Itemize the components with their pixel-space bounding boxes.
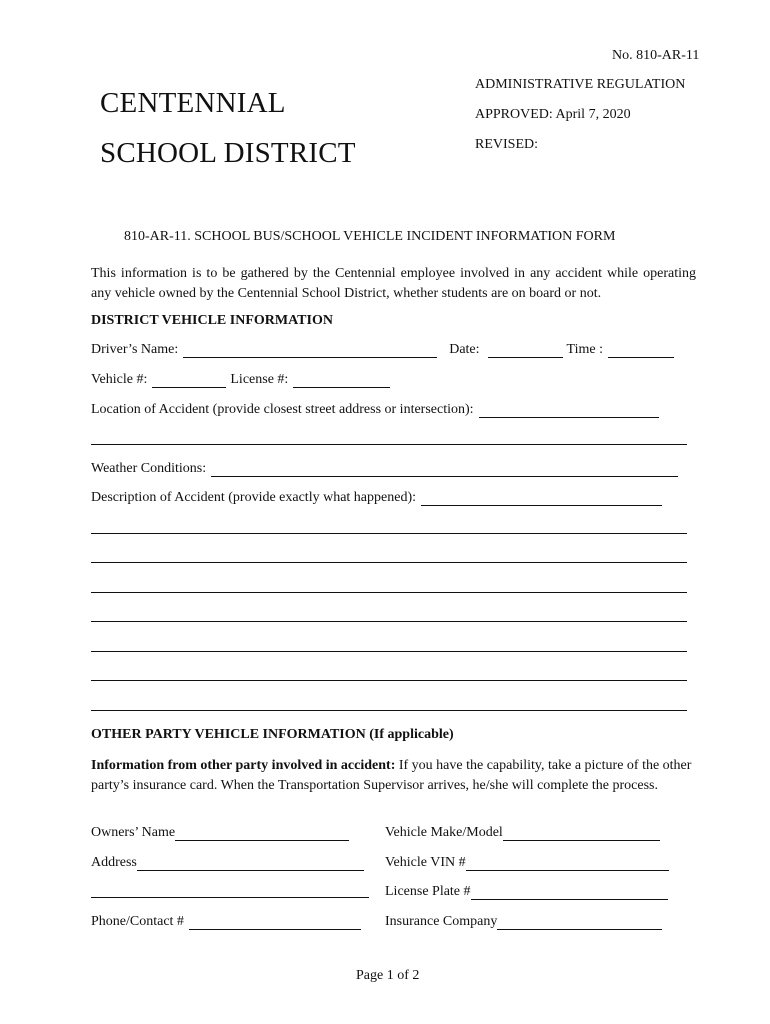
time-field[interactable] xyxy=(608,344,674,358)
other-section-heading: OTHER PARTY VEHICLE INFORMATION (If applicable) xyxy=(91,727,454,742)
location-field-line2[interactable] xyxy=(91,444,687,445)
insurance-company-label: Insurance Company xyxy=(385,914,498,929)
revised-label: REVISED: xyxy=(475,137,538,152)
doc-number: No. 810-AR-11 xyxy=(612,48,700,63)
other-party-instructions-text: If you have the capability, take a picture of the other party’s insurance card. When the Transportation Supervisor arrives, he/she will complete the process. xyxy=(91,758,692,793)
org-name-line2: SCHOOL DISTRICT xyxy=(100,137,356,169)
description-line[interactable] xyxy=(91,592,687,593)
description-line[interactable] xyxy=(91,533,687,534)
license-plate-field[interactable] xyxy=(471,886,668,900)
insurance-company-field[interactable] xyxy=(497,916,662,930)
address-row xyxy=(91,855,364,871)
phone-contact-field[interactable] xyxy=(189,916,361,930)
page-number: Page 1 of 2 xyxy=(356,968,420,983)
drivers-row xyxy=(91,342,674,358)
make-model-field[interactable] xyxy=(503,827,660,841)
location-label: Location of Accident (provide closest street address or intersection): xyxy=(91,402,474,417)
date-field[interactable] xyxy=(488,344,563,358)
vin-field[interactable] xyxy=(466,857,669,871)
vehicle-number-field[interactable] xyxy=(152,374,226,388)
district-section-heading: DISTRICT VEHICLE INFORMATION xyxy=(91,313,333,328)
org-name-line1: CENTENNIAL xyxy=(100,87,286,119)
owners-name-field[interactable] xyxy=(175,827,349,841)
address-label: Address xyxy=(91,855,137,870)
drivers-name-field[interactable] xyxy=(183,344,437,358)
make-model-label: Vehicle Make/Model xyxy=(385,825,503,840)
vehicle-number-label: Vehicle #: xyxy=(91,372,148,387)
weather-label: Weather Conditions: xyxy=(91,461,207,476)
intro-paragraph: This information is to be gathered by the Centennial employee involved in any accident while operating any vehicle owned by the Centennial School District, whether students are on board or not. xyxy=(91,266,696,301)
license-number-label: License #: xyxy=(230,372,289,387)
plate-row xyxy=(385,884,668,900)
license-plate-label: License Plate # xyxy=(385,884,471,899)
date-label: Date: xyxy=(449,342,480,357)
drivers-name-label: Driver’s Name: xyxy=(91,342,179,357)
vehicle-row xyxy=(91,372,390,388)
description-line[interactable] xyxy=(91,562,687,563)
phone-row xyxy=(91,914,361,930)
description-line[interactable] xyxy=(91,710,687,711)
insurance-row xyxy=(385,914,662,930)
other-party-instructions xyxy=(91,756,696,796)
description-line[interactable] xyxy=(91,680,687,681)
vin-row xyxy=(385,855,669,871)
description-label: Description of Accident (provide exactly what happened): xyxy=(91,490,416,505)
make-model-row xyxy=(385,825,660,841)
weather-row xyxy=(91,461,678,477)
other-party-instructions-bold: Information from other party involved in accident: xyxy=(91,758,396,773)
license-number-field[interactable] xyxy=(293,374,390,388)
description-field[interactable] xyxy=(421,492,662,506)
location-row xyxy=(91,402,659,418)
address-field[interactable] xyxy=(137,857,364,871)
location-field[interactable] xyxy=(479,404,659,418)
address-field-line2[interactable] xyxy=(91,897,369,898)
vin-label: Vehicle VIN # xyxy=(385,855,466,870)
owners-name-label: Owners’ Name xyxy=(91,825,176,840)
description-line[interactable] xyxy=(91,651,687,652)
weather-field[interactable] xyxy=(211,463,678,477)
description-line[interactable] xyxy=(91,621,687,622)
owners-row xyxy=(91,825,349,841)
regulation-type: ADMINISTRATIVE REGULATION xyxy=(475,77,686,92)
form-title: 810-AR-11. SCHOOL BUS/SCHOOL VEHICLE INCIDENT INFORMATION FORM xyxy=(124,229,616,244)
phone-contact-label: Phone/Contact # xyxy=(91,914,184,929)
time-label: Time : xyxy=(566,342,603,357)
approved-date: APPROVED: April 7, 2020 xyxy=(475,107,631,122)
description-row xyxy=(91,490,662,506)
